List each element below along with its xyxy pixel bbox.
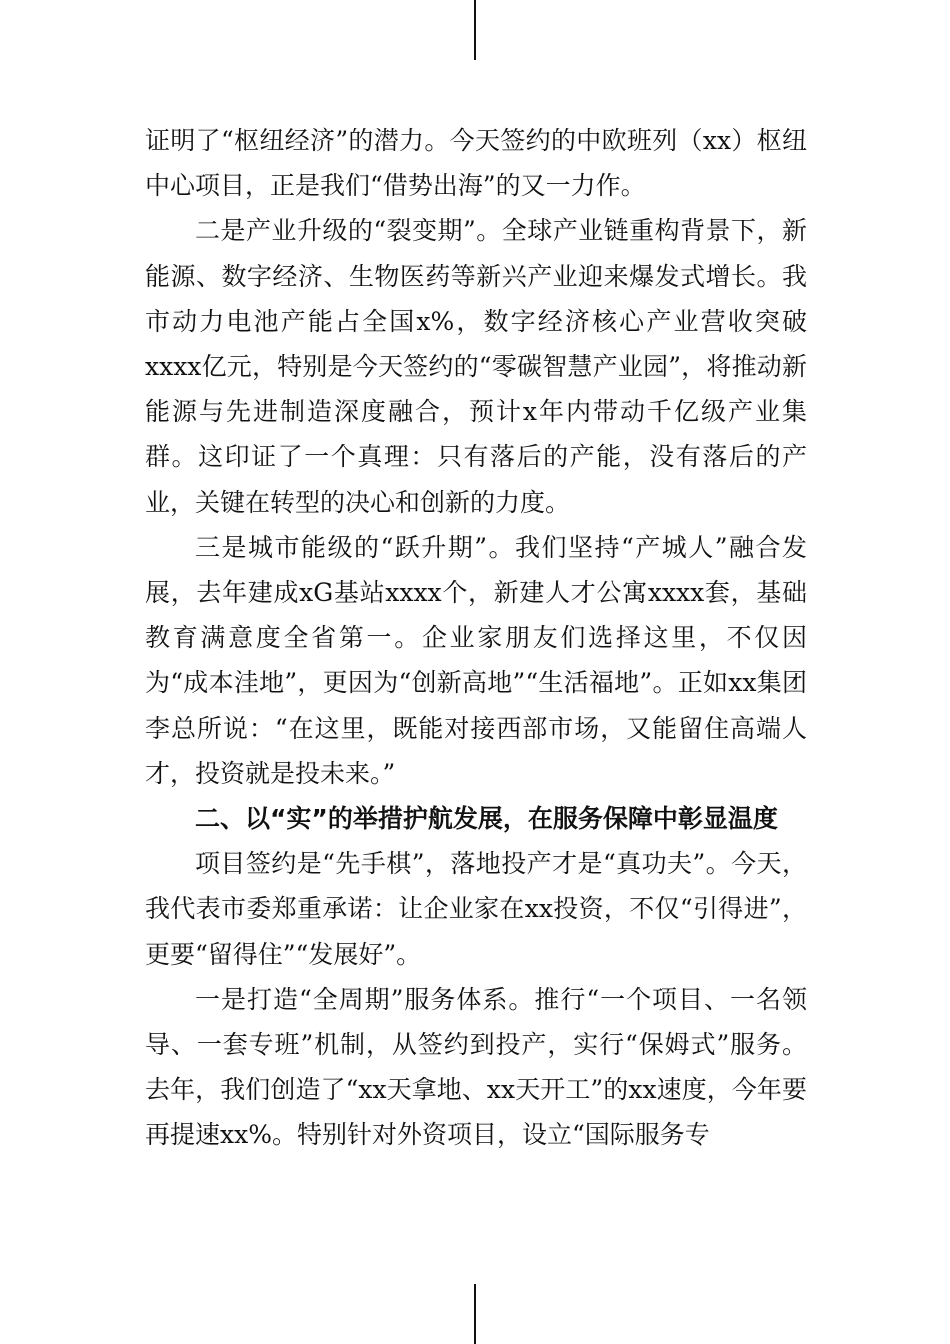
paragraph-city-level: 三是城市能级的“跃升期”。我们坚持“产城人”融合发展，去年建成xG基站xxxx个，新建人才公寓xxxx套，基础教育满意度全省第一。企业家朋友们选择这里，不仅因为“成本洼地”，更因为“创新高地”“生活福地”。正如xx集团李总所说：“在这里，既能对接西部市场，又能留住高端人才，投资就是投未来。” xyxy=(145,532,807,788)
paragraph-continued: 证明了“枢纽经济”的潜力。今天签约的中欧班列（xx）枢纽中心项目，正是我们“借势出海”的又一力作。 xyxy=(145,126,807,201)
binding-line-top xyxy=(474,0,476,60)
section-heading: 二、以“实”的举措护航发展，在服务保障中彰显温度 xyxy=(195,804,778,834)
paragraph-industry-upgrade: 二是产业升级的“裂变期”。全球产业链重构背景下，新能源、数字经济、生物医药等新兴产业迎来爆发式增长。我市动力电池产能占全国x%，数字经济核心产业营收突破xxxx亿元，特别是今天签约的“零碳智慧产业园”，将推动新能源与先进制造深度融合，预计x年内带动千亿级产业集群。这印证了一个真理：只有落后的产能，没有落后的产业，关键在转型的决心和创新的力度。 xyxy=(145,216,807,517)
paragraph-signing: 项目签约是“先手棋”，落地投产才是“真功夫”。今天，我代表市委郑重承诺：让企业家在xx投资，不仅“引得进”，更要“留得住”“发展好”。 xyxy=(145,849,807,969)
paragraph-full-cycle: 一是打造“全周期”服务体系。推行“一个项目、一名领导、一套专班”机制，从签约到投产，实行“保姆式”服务。去年，我们创造了“xx天拿地、xx天开工”的xx速度，今年要再提速xx%。特别针对外资项目，设立“国际服务专 xyxy=(145,984,807,1150)
document-body xyxy=(145,118,807,1158)
binding-line-bottom xyxy=(474,1284,476,1344)
